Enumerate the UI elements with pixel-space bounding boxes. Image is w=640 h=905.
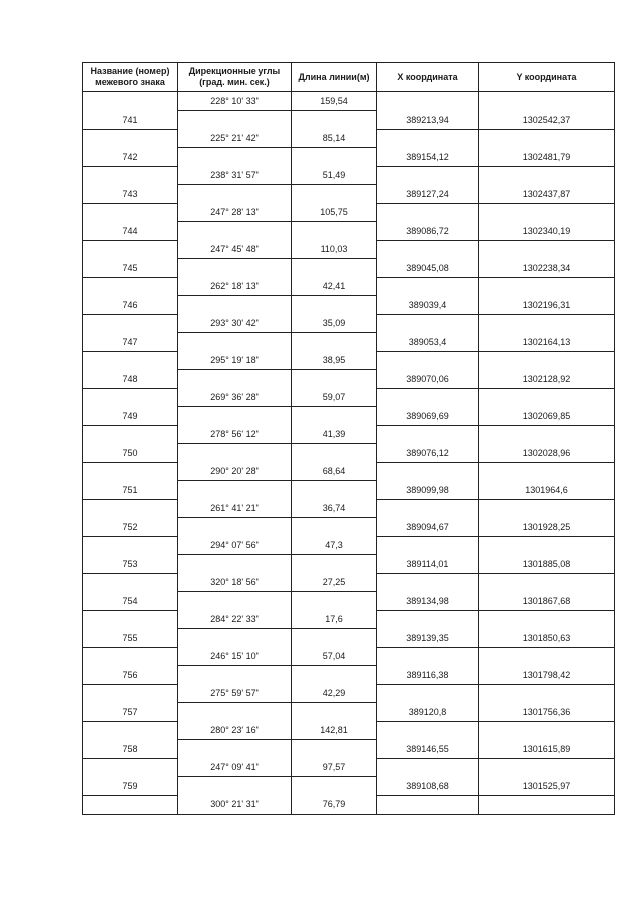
point-name-cell [83,166,178,185]
segment-row [83,795,615,814]
segment-row [83,499,615,518]
line-length-cell [292,555,377,574]
y-coordinate-cell: 1301867,68 [479,592,615,611]
point-name-cell [83,647,178,666]
segment-row [83,351,615,370]
line-length-cell [292,185,377,204]
directional-angle-cell: 320° 18' 56" [178,573,292,592]
y-coordinate-cell [479,536,615,555]
point-row [83,666,615,685]
point-name-cell [83,92,178,111]
point-name-cell: 755 [83,629,178,648]
point-name-cell [83,277,178,296]
directional-angle-cell: 275° 59' 57" [178,684,292,703]
point-name-cell [83,351,178,370]
x-coordinate-cell: 389094,67 [377,518,479,537]
x-coordinate-cell: 389139,35 [377,629,479,648]
y-coordinate-cell: 1302069,85 [479,407,615,426]
line-length-cell: 27,25 [292,573,377,592]
segment-row [83,536,615,555]
x-coordinate-cell [377,166,479,185]
point-name-cell: 753 [83,555,178,574]
point-name-cell [83,758,178,777]
segment-row [83,388,615,407]
point-row [83,111,615,130]
y-coordinate-cell [479,721,615,740]
y-coordinate-cell [479,758,615,777]
y-coordinate-cell [479,499,615,518]
line-length-cell [292,259,377,278]
directional-angle-cell [178,296,292,315]
point-name-cell [83,388,178,407]
x-coordinate-cell [377,425,479,444]
point-name-cell: 752 [83,518,178,537]
directional-angle-cell [178,740,292,759]
header-point-name: Название (номер) межевого знака [83,63,178,92]
directional-angle-cell [178,407,292,426]
point-row [83,777,615,796]
x-coordinate-cell [377,610,479,629]
point-row [83,555,615,574]
point-row [83,592,615,611]
segment-row [83,129,615,148]
x-coordinate-cell [377,647,479,666]
line-length-cell: 51,49 [292,166,377,185]
line-length-cell: 68,64 [292,462,377,481]
point-name-cell: 743 [83,185,178,204]
x-coordinate-cell: 389213,94 [377,111,479,130]
point-name-cell: 744 [83,222,178,241]
y-coordinate-cell [479,203,615,222]
table-body [83,92,615,815]
directional-angle-cell: 294° 07' 56" [178,536,292,555]
x-coordinate-cell: 389039,4 [377,296,479,315]
directional-angle-cell: 247° 45' 48" [178,240,292,259]
line-length-cell [292,629,377,648]
segment-row [83,425,615,444]
directional-angle-cell [178,703,292,722]
x-coordinate-cell [377,536,479,555]
header-y-coordinate: Y координата [479,63,615,92]
directional-angle-cell: 300° 21' 31" [178,795,292,814]
x-coordinate-cell [377,240,479,259]
segment-row [83,277,615,296]
point-name-cell [83,240,178,259]
y-coordinate-cell: 1301928,25 [479,518,615,537]
x-coordinate-cell: 389045,08 [377,259,479,278]
line-length-cell [292,518,377,537]
x-coordinate-cell [377,351,479,370]
point-row [83,481,615,500]
directional-angle-cell [178,333,292,352]
point-name-cell: 746 [83,296,178,315]
point-name-cell: 759 [83,777,178,796]
line-length-cell: 159,54 [292,92,377,111]
line-length-cell [292,407,377,426]
x-coordinate-cell [377,795,479,814]
directional-angle-cell: 295° 19' 18" [178,351,292,370]
directional-angle-cell [178,555,292,574]
point-name-cell: 756 [83,666,178,685]
directional-angle-cell [178,629,292,648]
y-coordinate-cell [479,240,615,259]
x-coordinate-cell: 389127,24 [377,185,479,204]
point-name-cell: 748 [83,370,178,389]
point-row [83,407,615,426]
line-length-cell [292,370,377,389]
segment-row [83,240,615,259]
point-row [83,333,615,352]
x-coordinate-cell: 389076,12 [377,444,479,463]
segment-row [83,462,615,481]
y-coordinate-cell [479,388,615,407]
x-coordinate-cell [377,758,479,777]
point-name-cell [83,462,178,481]
point-row [83,185,615,204]
line-length-cell: 41,39 [292,425,377,444]
segment-row [83,721,615,740]
y-coordinate-cell [479,351,615,370]
boundary-coordinates-table [82,62,615,815]
x-coordinate-cell [377,129,479,148]
y-coordinate-cell: 1301525,97 [479,777,615,796]
x-coordinate-cell [377,388,479,407]
line-length-cell: 76,79 [292,795,377,814]
x-coordinate-cell: 389108,68 [377,777,479,796]
segment-row [83,684,615,703]
point-row [83,703,615,722]
directional-angle-cell: 247° 28' 13" [178,203,292,222]
point-name-cell [83,425,178,444]
y-coordinate-cell [479,610,615,629]
line-length-cell [292,111,377,130]
directional-angle-cell [178,148,292,167]
y-coordinate-cell [479,573,615,592]
line-length-cell [292,666,377,685]
y-coordinate-cell: 1302340,19 [479,222,615,241]
point-row [83,740,615,759]
point-name-cell [83,610,178,629]
point-name-cell [83,203,178,222]
directional-angle-cell: 284° 22' 33" [178,610,292,629]
point-row [83,259,615,278]
y-coordinate-cell [479,129,615,148]
segment-row [83,166,615,185]
point-name-cell: 757 [83,703,178,722]
directional-angle-cell: 280° 23' 16" [178,721,292,740]
directional-angle-cell [178,481,292,500]
x-coordinate-cell [377,314,479,333]
point-row [83,370,615,389]
y-coordinate-cell [479,277,615,296]
directional-angle-cell [178,444,292,463]
y-coordinate-cell: 1302028,96 [479,444,615,463]
y-coordinate-cell: 1302542,37 [479,111,615,130]
y-coordinate-cell [479,314,615,333]
line-length-cell [292,296,377,315]
line-length-cell: 97,57 [292,758,377,777]
line-length-cell: 47,3 [292,536,377,555]
directional-angle-cell [178,111,292,130]
x-coordinate-cell: 389053,4 [377,333,479,352]
y-coordinate-cell: 1301850,63 [479,629,615,648]
x-coordinate-cell: 389146,55 [377,740,479,759]
point-name-cell [83,721,178,740]
line-length-cell [292,481,377,500]
directional-angle-cell: 262° 18' 13" [178,277,292,296]
directional-angle-cell: 293° 30' 42" [178,314,292,333]
point-row [83,518,615,537]
x-coordinate-cell [377,462,479,481]
header-x-coordinate: X координата [377,63,479,92]
segment-row [83,92,615,111]
segment-row [83,573,615,592]
line-length-cell [292,777,377,796]
x-coordinate-cell: 389154,12 [377,148,479,167]
directional-angle-cell: 247° 09' 41" [178,758,292,777]
y-coordinate-cell: 1302164,13 [479,333,615,352]
segment-row [83,610,615,629]
y-coordinate-cell: 1301964,6 [479,481,615,500]
line-length-cell [292,444,377,463]
point-name-cell: 745 [83,259,178,278]
point-name-cell [83,684,178,703]
point-row [83,148,615,167]
line-length-cell: 57,04 [292,647,377,666]
point-name-cell [83,573,178,592]
y-coordinate-cell: 1302196,31 [479,296,615,315]
y-coordinate-cell: 1301798,42 [479,666,615,685]
directional-angle-cell [178,518,292,537]
segment-row [83,758,615,777]
line-length-cell: 85,14 [292,129,377,148]
directional-angle-cell [178,370,292,389]
point-row [83,222,615,241]
x-coordinate-cell: 389120,8 [377,703,479,722]
x-coordinate-cell [377,203,479,222]
directional-angle-cell [178,185,292,204]
x-coordinate-cell: 389070,06 [377,370,479,389]
line-length-cell [292,148,377,167]
y-coordinate-cell [479,462,615,481]
table-header [83,63,615,92]
x-coordinate-cell: 389069,69 [377,407,479,426]
point-name-cell: 754 [83,592,178,611]
point-name-cell: 758 [83,740,178,759]
directional-angle-cell [178,259,292,278]
line-length-cell: 38,95 [292,351,377,370]
point-name-cell [83,129,178,148]
segment-row [83,203,615,222]
line-length-cell: 110,03 [292,240,377,259]
point-row [83,629,615,648]
y-coordinate-cell: 1302238,34 [479,259,615,278]
x-coordinate-cell [377,721,479,740]
point-name-cell [83,536,178,555]
y-coordinate-cell [479,166,615,185]
x-coordinate-cell: 389099,98 [377,481,479,500]
header-line-length: Длина линии(м) [292,63,377,92]
line-length-cell: 17,6 [292,610,377,629]
y-coordinate-cell: 1302437,87 [479,185,615,204]
x-coordinate-cell: 389134,98 [377,592,479,611]
directional-angle-cell: 290° 20' 28" [178,462,292,481]
line-length-cell [292,333,377,352]
y-coordinate-cell [479,92,615,111]
point-name-cell [83,314,178,333]
line-length-cell [292,703,377,722]
line-length-cell [292,740,377,759]
line-length-cell: 142,81 [292,721,377,740]
point-row [83,296,615,315]
y-coordinate-cell: 1301756,36 [479,703,615,722]
point-name-cell [83,499,178,518]
y-coordinate-cell: 1302128,92 [479,370,615,389]
segment-row [83,647,615,666]
directional-angle-cell [178,666,292,685]
segment-row [83,314,615,333]
directional-angle-cell: 278° 56' 12" [178,425,292,444]
directional-angle-cell [178,777,292,796]
y-coordinate-cell [479,647,615,666]
y-coordinate-cell [479,425,615,444]
line-length-cell: 42,41 [292,277,377,296]
directional-angle-cell: 228° 10' 33" [178,92,292,111]
header-directional-angle: Дирекционные углы (град. мин. сек.) [178,63,292,92]
point-name-cell: 750 [83,444,178,463]
point-name-cell: 749 [83,407,178,426]
x-coordinate-cell [377,499,479,518]
line-length-cell: 36,74 [292,499,377,518]
point-row [83,444,615,463]
point-name-cell [83,795,178,814]
x-coordinate-cell [377,684,479,703]
line-length-cell [292,592,377,611]
line-length-cell: 59,07 [292,388,377,407]
directional-angle-cell: 261° 41' 21" [178,499,292,518]
directional-angle-cell: 225° 21' 42" [178,129,292,148]
x-coordinate-cell: 389116,38 [377,666,479,685]
y-coordinate-cell: 1301885,08 [479,555,615,574]
x-coordinate-cell: 389086,72 [377,222,479,241]
x-coordinate-cell [377,92,479,111]
point-name-cell: 742 [83,148,178,167]
point-name-cell: 747 [83,333,178,352]
point-name-cell: 741 [83,111,178,130]
y-coordinate-cell [479,795,615,814]
x-coordinate-cell: 389114,01 [377,555,479,574]
y-coordinate-cell: 1302481,79 [479,148,615,167]
line-length-cell: 105,75 [292,203,377,222]
directional-angle-cell [178,592,292,611]
y-coordinate-cell [479,684,615,703]
point-name-cell: 751 [83,481,178,500]
directional-angle-cell: 269° 36' 28" [178,388,292,407]
line-length-cell: 42,29 [292,684,377,703]
directional-angle-cell [178,222,292,241]
directional-angle-cell: 238° 31' 57" [178,166,292,185]
directional-angle-cell: 246° 15' 10" [178,647,292,666]
line-length-cell: 35,09 [292,314,377,333]
x-coordinate-cell [377,277,479,296]
x-coordinate-cell [377,573,479,592]
y-coordinate-cell: 1301615,89 [479,740,615,759]
line-length-cell [292,222,377,241]
